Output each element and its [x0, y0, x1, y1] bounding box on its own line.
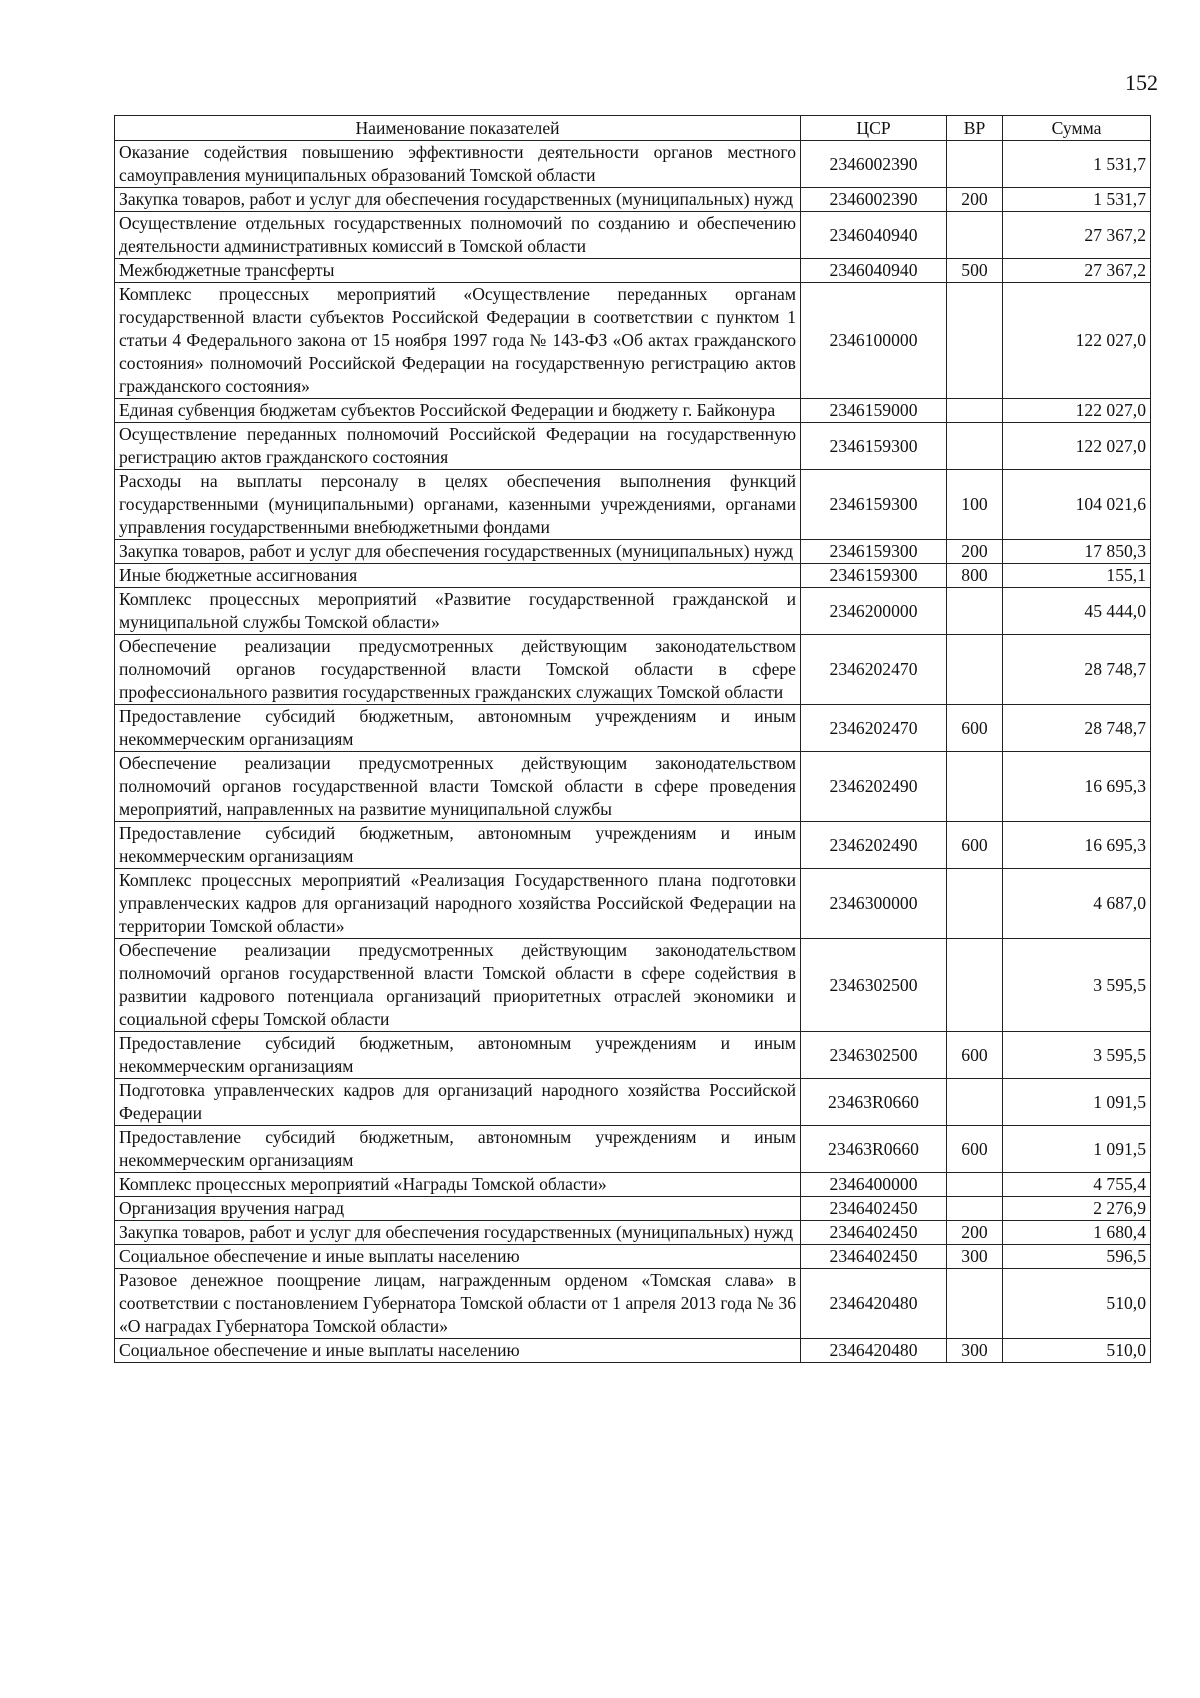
cell-sum: 1 531,7: [1003, 188, 1151, 212]
table-row: [115, 588, 1151, 635]
cell-name: Комплекс процессных мероприятий «Осуществление переданных органам государственной власти субъектов Российской Федерации в соответствии с пунктом 1 статьи 4 Федерального закона от 15 ноября 1997 года № 143-ФЗ «Об актах гражданского состояния» полномочий Российской Федерации на государственную регистрацию актов гражданского состояния»: [115, 283, 801, 399]
table-row: [115, 752, 1151, 822]
header-sum: Сумма: [1003, 116, 1151, 141]
cell-csr: 23463R0660: [801, 1126, 947, 1173]
table-row: [115, 1197, 1151, 1221]
cell-vr: 300: [947, 1245, 1003, 1269]
cell-name: Предоставление субсидий бюджетным, автономным учреждениям и иным некоммерческим организациям: [115, 705, 801, 752]
cell-sum: 4 755,4: [1003, 1173, 1151, 1197]
cell-name: Единая субвенция бюджетам субъектов Российской Федерации и бюджету г. Байконура: [115, 399, 801, 423]
cell-csr: 2346159000: [801, 399, 947, 423]
cell-csr: 2346002390: [801, 188, 947, 212]
cell-name: Закупка товаров, работ и услуг для обеспечения государственных (муниципальных) нужд: [115, 540, 801, 564]
cell-csr: 2346040940: [801, 212, 947, 259]
cell-csr: 2346302500: [801, 1032, 947, 1079]
cell-name: Обеспечение реализации предусмотренных действующим законодательством полномочий органов государственной власти Томской области в сфере профессионального развития государственных гражданских служащих Томской области: [115, 635, 801, 705]
table-row: [115, 635, 1151, 705]
cell-name: Комплекс процессных мероприятий «Реализация Государственного плана подготовки управленческих кадров для организаций народного хозяйства Российской Федерации на территории Томской области»: [115, 869, 801, 939]
table-row: [115, 470, 1151, 540]
table-row: [115, 1339, 1151, 1363]
cell-name: Обеспечение реализации предусмотренных действующим законодательством полномочий органов государственной власти Томской области в сфере проведения мероприятий, направленных на развитие муниципальной службы: [115, 752, 801, 822]
cell-name: Комплекс процессных мероприятий «Развитие государственной гражданской и муниципальной службы Томской области»: [115, 588, 801, 635]
cell-vr: [947, 869, 1003, 939]
cell-csr: 2346420480: [801, 1339, 947, 1363]
table-row: [115, 1032, 1151, 1079]
cell-name: Закупка товаров, работ и услуг для обеспечения государственных (муниципальных) нужд: [115, 188, 801, 212]
cell-sum: 1 091,5: [1003, 1079, 1151, 1126]
cell-name: Социальное обеспечение и иные выплаты населению: [115, 1339, 801, 1363]
table-row: [115, 1221, 1151, 1245]
cell-sum: 1 091,5: [1003, 1126, 1151, 1173]
cell-vr: [947, 1079, 1003, 1126]
cell-sum: 4 687,0: [1003, 869, 1151, 939]
cell-csr: 2346159300: [801, 564, 947, 588]
cell-csr: 2346159300: [801, 470, 947, 540]
cell-vr: 300: [947, 1339, 1003, 1363]
cell-sum: 16 695,3: [1003, 822, 1151, 869]
table-row: [115, 1269, 1151, 1339]
cell-csr: 2346159300: [801, 540, 947, 564]
cell-name: Иные бюджетные ассигнования: [115, 564, 801, 588]
cell-sum: 510,0: [1003, 1269, 1151, 1339]
cell-csr: 2346420480: [801, 1269, 947, 1339]
cell-vr: [947, 588, 1003, 635]
cell-vr: [947, 141, 1003, 188]
table-header-row: [115, 116, 1151, 141]
cell-name: Комплекс процессных мероприятий «Награды Томской области»: [115, 1173, 801, 1197]
cell-vr: 800: [947, 564, 1003, 588]
cell-sum: 27 367,2: [1003, 212, 1151, 259]
cell-vr: 600: [947, 1032, 1003, 1079]
cell-name: Предоставление субсидий бюджетным, автономным учреждениям и иным некоммерческим организациям: [115, 1126, 801, 1173]
cell-name: Организация вручения наград: [115, 1197, 801, 1221]
table-row: [115, 188, 1151, 212]
table-row: [115, 212, 1151, 259]
cell-csr: 2346402450: [801, 1245, 947, 1269]
cell-csr: 23463R0660: [801, 1079, 947, 1126]
cell-name: Предоставление субсидий бюджетным, автономным учреждениям и иным некоммерческим организациям: [115, 822, 801, 869]
cell-name: Подготовка управленческих кадров для организаций народного хозяйства Российской Федерации: [115, 1079, 801, 1126]
table-row: [115, 564, 1151, 588]
table-row: [115, 1079, 1151, 1126]
cell-sum: 104 021,6: [1003, 470, 1151, 540]
cell-vr: 200: [947, 540, 1003, 564]
cell-sum: 1 680,4: [1003, 1221, 1151, 1245]
cell-csr: 2346159300: [801, 423, 947, 470]
cell-name: Закупка товаров, работ и услуг для обеспечения государственных (муниципальных) нужд: [115, 1221, 801, 1245]
cell-sum: 17 850,3: [1003, 540, 1151, 564]
cell-name: Социальное обеспечение и иные выплаты населению: [115, 1245, 801, 1269]
cell-name: Межбюджетные трансферты: [115, 259, 801, 283]
cell-sum: 28 748,7: [1003, 705, 1151, 752]
cell-vr: [947, 635, 1003, 705]
cell-name: Расходы на выплаты персоналу в целях обеспечения выполнения функций государственными (муниципальными) органами, казенными учреждениями, органами управления государственными внебюджетными фондами: [115, 470, 801, 540]
cell-sum: 45 444,0: [1003, 588, 1151, 635]
budget-table: [114, 115, 1151, 1363]
cell-csr: 2346300000: [801, 869, 947, 939]
table-row: [115, 1245, 1151, 1269]
table-row: [115, 939, 1151, 1032]
cell-csr: 2346100000: [801, 283, 947, 399]
cell-csr: 2346202470: [801, 635, 947, 705]
table-row: [115, 1126, 1151, 1173]
cell-csr: 2346002390: [801, 141, 947, 188]
table-row: [115, 259, 1151, 283]
cell-vr: 200: [947, 188, 1003, 212]
cell-sum: 155,1: [1003, 564, 1151, 588]
table-row: [115, 1173, 1151, 1197]
cell-name: Предоставление субсидий бюджетным, автономным учреждениям и иным некоммерческим организациям: [115, 1032, 801, 1079]
header-name: Наименование показателей: [115, 116, 801, 141]
cell-name: Осуществление отдельных государственных полномочий по созданию и обеспечению деятельности административных комиссий в Томской области: [115, 212, 801, 259]
cell-name: Оказание содействия повышению эффективности деятельности органов местного самоуправления муниципальных образований Томской области: [115, 141, 801, 188]
cell-vr: 600: [947, 1126, 1003, 1173]
cell-sum: 16 695,3: [1003, 752, 1151, 822]
table-row: [115, 705, 1151, 752]
table-row: [115, 423, 1151, 470]
header-vr: ВР: [947, 116, 1003, 141]
cell-vr: [947, 939, 1003, 1032]
cell-vr: 600: [947, 705, 1003, 752]
table-row: [115, 822, 1151, 869]
cell-vr: [947, 283, 1003, 399]
cell-vr: [947, 752, 1003, 822]
table-row: [115, 141, 1151, 188]
cell-sum: 122 027,0: [1003, 283, 1151, 399]
header-csr: ЦСР: [801, 116, 947, 141]
cell-vr: 200: [947, 1221, 1003, 1245]
table-body: [115, 141, 1151, 1363]
cell-sum: 3 595,5: [1003, 1032, 1151, 1079]
cell-csr: 2346402450: [801, 1197, 947, 1221]
cell-vr: 100: [947, 470, 1003, 540]
table-row: [115, 399, 1151, 423]
cell-vr: 600: [947, 822, 1003, 869]
cell-csr: 2346202470: [801, 705, 947, 752]
cell-sum: 27 367,2: [1003, 259, 1151, 283]
cell-vr: [947, 212, 1003, 259]
cell-name: Осуществление переданных полномочий Российской Федерации на государственную регистрацию актов гражданского состояния: [115, 423, 801, 470]
cell-sum: 510,0: [1003, 1339, 1151, 1363]
cell-csr: 2346302500: [801, 939, 947, 1032]
cell-sum: 2 276,9: [1003, 1197, 1151, 1221]
table-row: [115, 869, 1151, 939]
page-number: 152: [1125, 70, 1158, 95]
cell-vr: [947, 1197, 1003, 1221]
table-row: [115, 283, 1151, 399]
cell-name: Разовое денежное поощрение лицам, награжденным орденом «Томская слава» в соответствии с постановлением Губернатора Томской области от 1 апреля 2013 года № 36 «О наградах Губернатора Томской области»: [115, 1269, 801, 1339]
cell-vr: [947, 423, 1003, 470]
cell-sum: 3 595,5: [1003, 939, 1151, 1032]
table-row: [115, 540, 1151, 564]
cell-vr: [947, 1173, 1003, 1197]
cell-sum: 596,5: [1003, 1245, 1151, 1269]
cell-csr: 2346202490: [801, 822, 947, 869]
cell-csr: 2346400000: [801, 1173, 947, 1197]
cell-sum: 28 748,7: [1003, 635, 1151, 705]
cell-csr: 2346202490: [801, 752, 947, 822]
cell-csr: 2346402450: [801, 1221, 947, 1245]
cell-sum: 122 027,0: [1003, 423, 1151, 470]
cell-vr: [947, 399, 1003, 423]
cell-csr: 2346200000: [801, 588, 947, 635]
cell-vr: [947, 1269, 1003, 1339]
cell-sum: 122 027,0: [1003, 399, 1151, 423]
cell-name: Обеспечение реализации предусмотренных действующим законодательством полномочий органов государственной власти Томской области в сфере содействия в развитии кадрового потенциала организаций приоритетных отраслей экономики и социальной сферы Томской области: [115, 939, 801, 1032]
cell-sum: 1 531,7: [1003, 141, 1151, 188]
cell-vr: 500: [947, 259, 1003, 283]
cell-csr: 2346040940: [801, 259, 947, 283]
